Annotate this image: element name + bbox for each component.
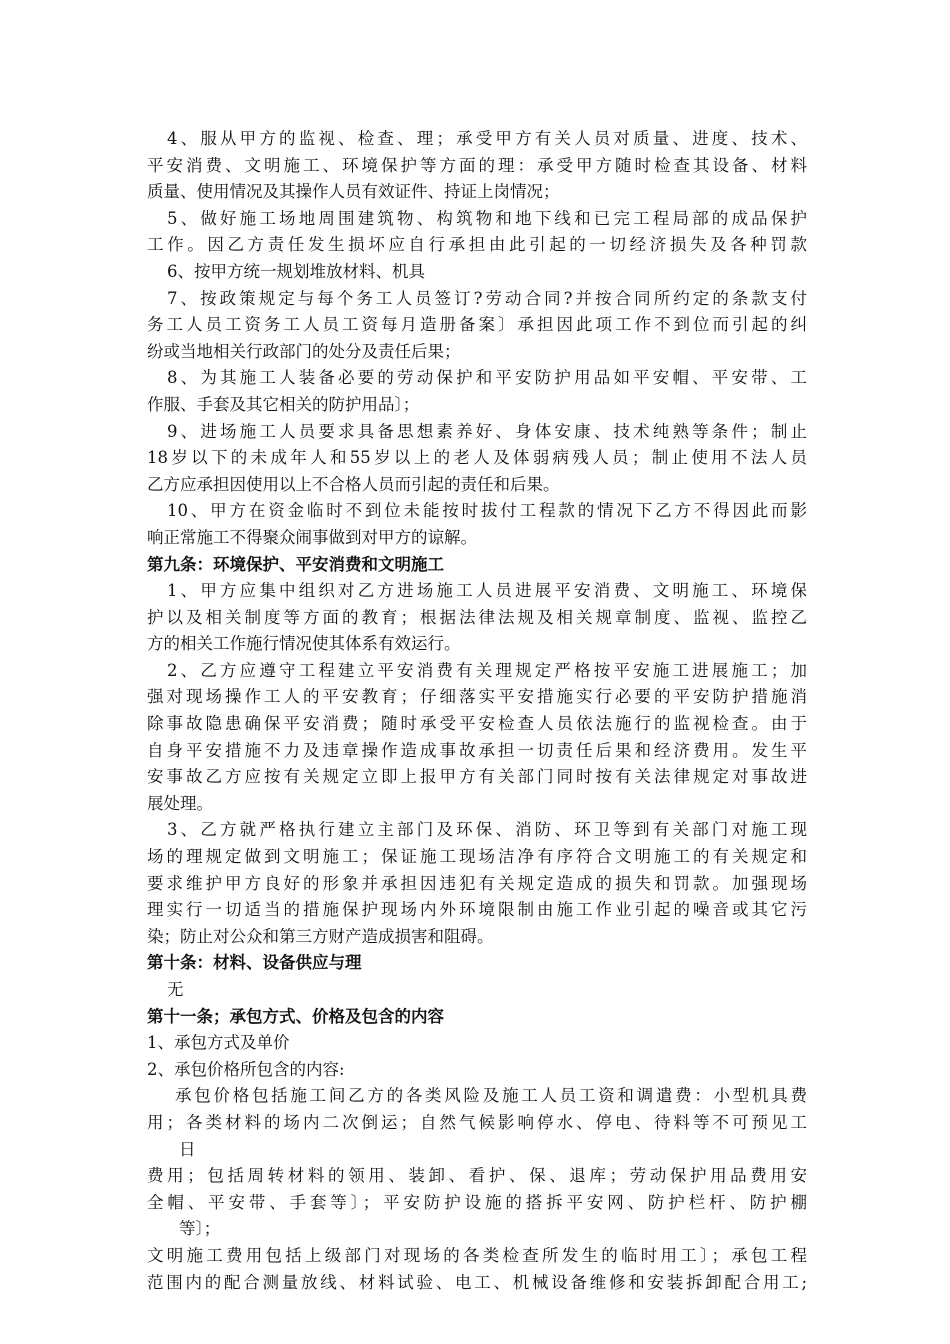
text-line: 费用；包括周转材料的领用、装卸、看护、保、退库；劳动保护用品费用安 <box>147 1166 807 1186</box>
text-line: 文明施工费用包括上级部门对现场的各类检查所发生的临时用工〕；承包工程 <box>147 1245 807 1265</box>
section-heading: 第十一条；承包方式、价格及包含的内容 <box>147 1006 444 1026</box>
text-line: 作服、手套及其它相关的防护用品〕； <box>147 394 420 414</box>
text-line: 工作。因乙方责任发生损坏应自行承担由此引起的一切经济损失及各种罚款 <box>147 235 807 255</box>
text-line: 用；各类材料的场内二次倒运；自然气候影响停水、停电、待料等不可预见工 <box>147 1112 807 1132</box>
text-line: 日 <box>179 1139 196 1159</box>
text-line: 9、进场施工人员要求具备思想素养好、身体安康、技术纯熟等条件；制止 <box>167 421 807 441</box>
text-line: 乙方应承担因使用以上不合格人员而引起的责任和后果。 <box>147 474 560 494</box>
text-line: 平安消费、文明施工、环境保护等方面的理：承受甲方随时检查其设备、材料 <box>147 155 807 175</box>
text-line: 4、服从甲方的监视、检查、理；承受甲方有关人员对质量、进度、技术、 <box>167 129 807 148</box>
text-line: 无 <box>167 980 184 999</box>
text-line: 展处理。 <box>147 793 213 813</box>
text-line: 务工人员工资务工人员工资每月造册备案〕承担因此项工作不到位而引起的纠 <box>147 315 807 335</box>
text-line: 全帽、平安带、手套等〕；平安防护设施的搭拆平安网、防护栏杆、防护棚 <box>147 1192 807 1212</box>
text-line: 范围内的配合测量放线、材料试验、电工、机械设备维修和安装拆卸配合用工; <box>147 1272 807 1292</box>
text-line: 自身平安措施不力及违章操作造成事故承担一切责任后果和经济费用。发生平 <box>147 740 807 760</box>
text-line: 响正常施工不得聚众闹事做到对甲方的谅解。 <box>147 527 477 547</box>
text-line: 方的相关工作施行情况使其体系有效运行。 <box>147 634 461 654</box>
text-line: 质量、使用情况及其操作人员有效证件、持证上岗情况； <box>147 182 560 202</box>
text-line: 1、承包方式及单价 <box>147 1033 290 1053</box>
text-line: 要求维护甲方良好的形象并承担因违犯有关规定造成的损失和罚款。加强现场 <box>147 873 807 893</box>
text-line: 6、按甲方统一规划堆放材料、机具 <box>167 261 425 281</box>
text-line: 2、乙方应遵守工程建立平安消费有关理规定严格按平安施工进展施工；加 <box>167 660 807 680</box>
text-line: 场的理规定做到文明施工；保证施工现场洁净有序符合文明施工的有关规定和 <box>147 847 807 867</box>
section-heading: 第九条：环境保护、平安消费和文明施工 <box>147 554 444 574</box>
text-line: 承包价格包括施工间乙方的各类风险及施工人员工资和调遣费：小型机具费 <box>175 1086 807 1106</box>
text-line: 安事故乙方应按有关规定立即上报甲方有关部门同时按有关法律规定对事故进 <box>147 767 807 787</box>
text-line: 除事故隐患确保平安消费；随时承受平安检查人员依法施行的监视检查。由于 <box>147 714 807 734</box>
document-body <box>147 126 807 1296</box>
text-line: 强对现场操作工人的平安教育；仔细落实平安措施实行必要的平安防护措施消 <box>147 687 807 707</box>
text-line: 染；防止对公众和第三方财产造成损害和阻碍。 <box>147 926 494 946</box>
text-line: 2、承包价格所包含的内容: <box>147 1059 345 1079</box>
text-line: 7、按政策规定与每个务工人员签订?劳动合同?并按合同所约定的条款支付 <box>167 288 807 308</box>
text-line: 等〕； <box>179 1219 221 1239</box>
text-line: 3、乙方就严格执行建立主部门及环保、消防、环卫等到有关部门对施工现 <box>167 820 807 840</box>
text-line: 1、甲方应集中组织对乙方进场施工人员进展平安消费、文明施工、环境保 <box>167 581 807 601</box>
text-line: 5、做好施工场地周围建筑物、构筑物和地下线和已完工程局部的成品保护 <box>167 208 807 228</box>
text-line: 10、甲方在资金临时不到位未能按时拔付工程款的情况下乙方不得因此而影 <box>167 501 807 521</box>
text-line: 纷或当地相关行政部门的处分及责任后果； <box>147 341 461 361</box>
section-heading: 第十条：材料、设备供应与理 <box>147 953 362 973</box>
text-line: 护以及相关制度等方面的教育；根据法律法规及相关规章制度、监视、监控乙 <box>147 607 807 627</box>
text-line: 8、为其施工人装备必要的劳动保护和平安防护用品如平安帽、平安带、工 <box>167 368 807 388</box>
text-line: 理实行一切适当的措施保护现场内外环境限制由施工作业引起的噪音或其它污 <box>147 900 807 920</box>
text-line: 18岁以下的未成年人和55岁以上的老人及体弱病残人员；制止使用不法人员 <box>147 448 807 468</box>
